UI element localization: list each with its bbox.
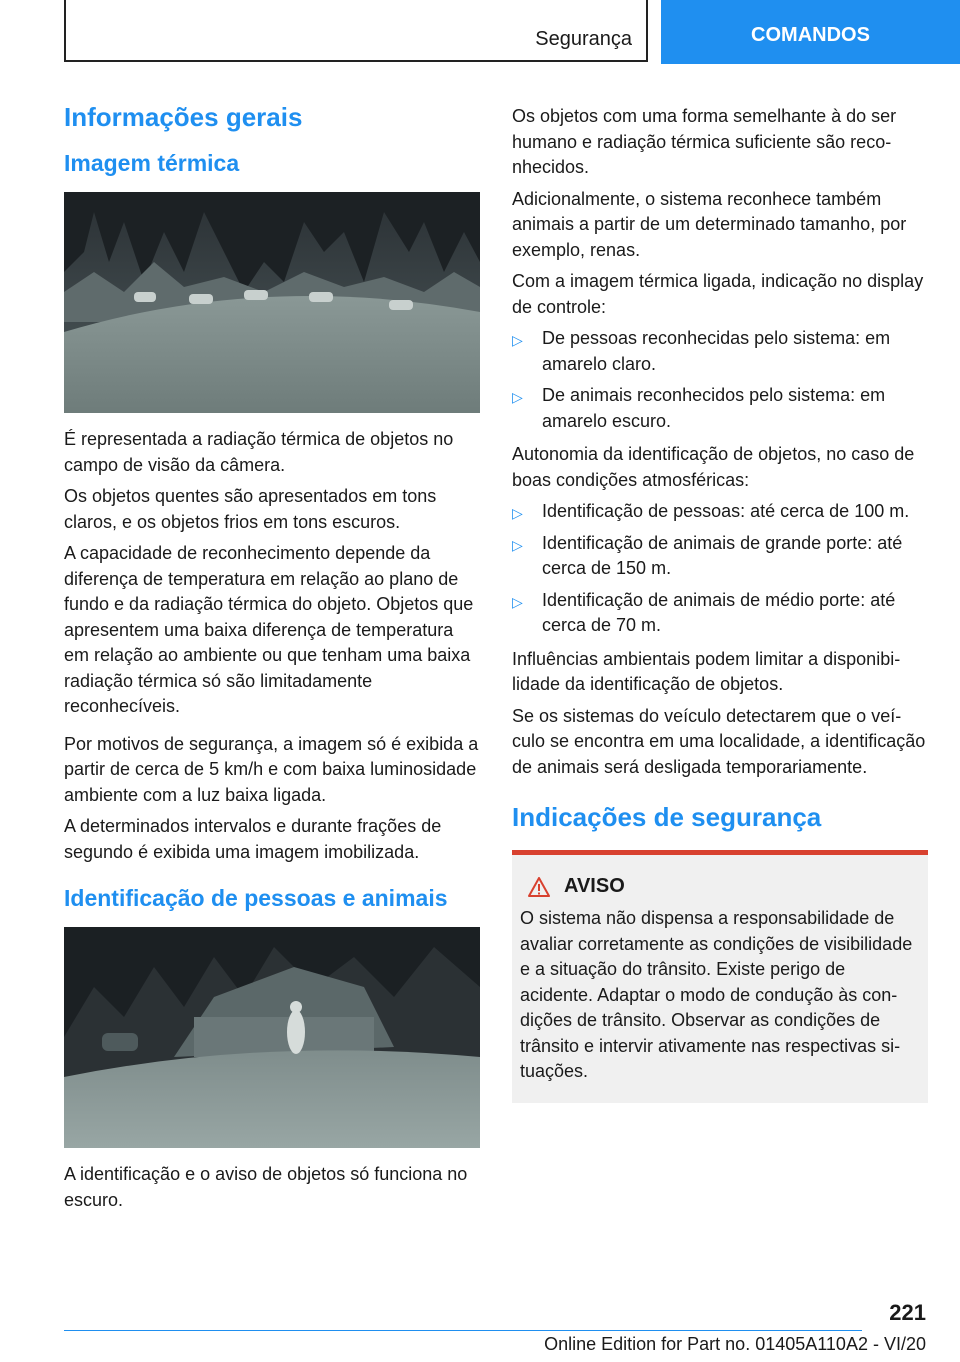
- bullet-list: [512, 499, 928, 639]
- paragraph: Autonomia da identificação de objetos, no caso de boas condições atmosféricas:: [512, 444, 915, 490]
- page-number: 221: [889, 1300, 926, 1325]
- paragraph: Se os sistemas do veículo detectarem que o veículo se encontra em uma localidade, a identificação de animais será desligada temporariamente.: [512, 705, 926, 777]
- paragraph: Os objetos com uma forma semelhante à do ser humano e radiação térmica suficiente são reconhecidos.: [512, 106, 897, 177]
- paragraph: Influências ambientais podem limitar a disponibilidade da identificação de objetos.: [512, 648, 901, 694]
- right-column: [512, 104, 928, 1103]
- paragraph: Os objetos quentes são apresentados em tons claros, e os objetos frios em tons escuros.: [64, 486, 437, 532]
- paragraph: É representada a radiação térmica de objetos no campo de visão da câmera.: [64, 429, 454, 475]
- list-item: ▷ Identificação de animais de médio porte: até cerca de 70 m.: [512, 589, 896, 635]
- list-item: ▷ Identificação de animais de grande porte: até cerca de 150 m.: [512, 532, 903, 578]
- paragraph: Por motivos de segurança, a imagem só é exibida a partir de cerca de 5 km/h e com baixa luminosidade ambiente com a luz baixa ligada.: [64, 733, 479, 805]
- heading-people-animals: Identificação de pessoas e animais: [64, 885, 448, 911]
- warning-title: [520, 875, 922, 898]
- footer-divider: [64, 1330, 862, 1331]
- triangle-bullet-icon: ▷: [512, 505, 523, 521]
- header-chapter-tab: COMANDOS: [661, 0, 960, 64]
- list-item: ▷ Identificação de pessoas: até cerca de 100 m.: [512, 499, 928, 525]
- heading-safety: Indicações de segurança: [512, 802, 822, 832]
- triangle-bullet-icon: ▷: [512, 332, 523, 348]
- paragraph: A identificação e o aviso de objetos só funciona no escuro.: [64, 1164, 468, 1210]
- paragraph: A capacidade de reconhecimento depende da diferença de temperatura em relação ao plano de fundo e da radiação térmica do objeto. Objetos que apresentem uma baixa diferença de temperatura em relação ao ambiente ou que tenham uma baixa radiação térmica só são limitadamente reconhecíveis.: [64, 543, 474, 716]
- warning-text: O sistema não dispensa a responsabilidade de avaliar corretamente as condições de visibilidade e a situação do trânsito. Existe perigo de acidente. Adaptar o modo de condução às condições de trânsito. Observar as condições de trânsito e intervir ativamente nas respectivas situações.: [520, 908, 913, 1081]
- paragraph: Com a imagem térmica ligada, indicação no display de controle:: [512, 271, 924, 317]
- thermal-image-animals-photo: [64, 192, 480, 413]
- warning-triangle-icon: [528, 877, 550, 897]
- heading-general-info: Informações gerais: [64, 102, 303, 132]
- triangle-bullet-icon: ▷: [512, 593, 523, 610]
- list-item: ▷ De animais reconhecidos pelo sistema: em amarelo escuro.: [512, 385, 886, 431]
- warning-label: AVISO: [564, 875, 625, 897]
- header-section-title: Segurança: [535, 28, 632, 50]
- bullet-list: [512, 326, 928, 434]
- footer-edition: Online Edition for Part no. 01405A110A2 - VI/20: [544, 1334, 926, 1354]
- triangle-bullet-icon: ▷: [512, 536, 523, 553]
- triangle-bullet-icon: ▷: [512, 389, 523, 405]
- left-column: [64, 100, 480, 1219]
- heading-thermal-image: Imagem térmica: [64, 150, 240, 176]
- paragraph: A determinados intervalos e durante frações de segundo é exibida uma imagem imobilizada.: [64, 816, 442, 862]
- header-box: [64, 0, 648, 62]
- thermal-image-pedestrian-photo: [64, 927, 480, 1148]
- warning-box: [512, 850, 928, 1103]
- paragraph: Adicionalmente, o sistema reconhece também animais a partir de um determinado tamanho, por exemplo, renas.: [512, 188, 907, 260]
- list-item: ▷ De pessoas reconhecidas pelo sistema: em amarelo claro.: [512, 328, 891, 374]
